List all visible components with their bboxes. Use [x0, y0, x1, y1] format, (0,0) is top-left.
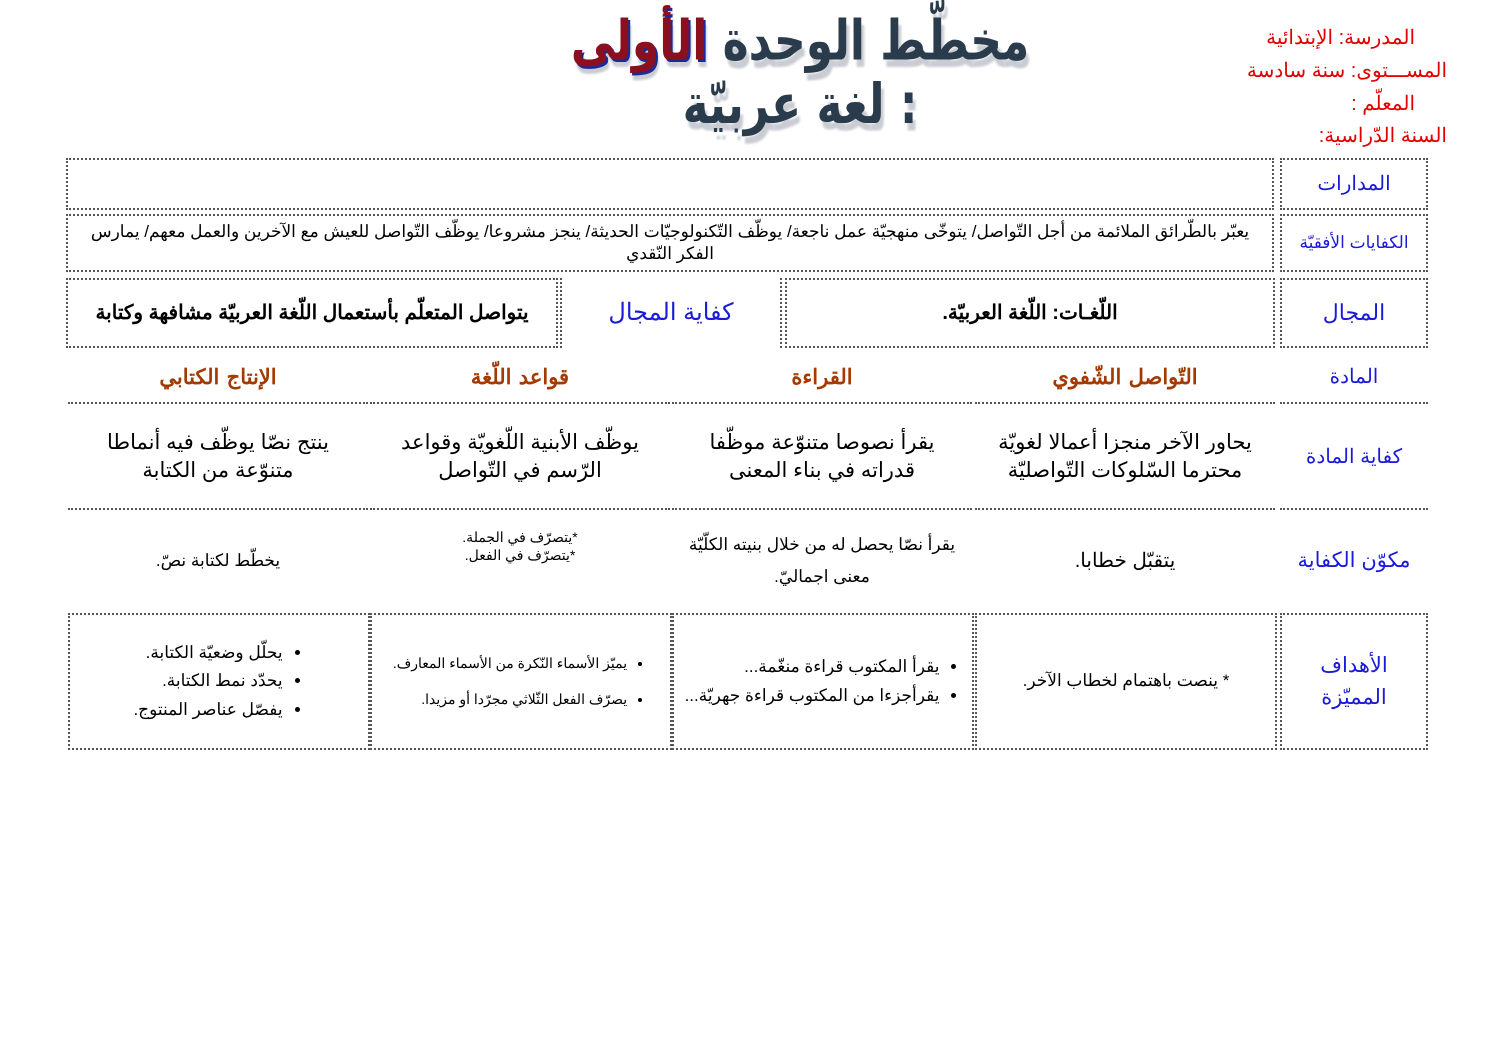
objective-item: • يميّز الأسماء النّكرة من الأسماء المعارف. [393, 649, 627, 678]
domain-competence-value: يتواصل المتعلّم بأستعمال اللّغة العربيّة مشافهة وكتابة [66, 278, 558, 348]
component-grammar-item: *يتصرّف في الفعل. [464, 547, 576, 564]
subject-writing: الإنتاج الكتابي [68, 352, 368, 404]
domain-competence-label: كفاية المجال [560, 278, 782, 348]
domain-value: اللّغـات: اللّغة العربيّة. [785, 278, 1275, 348]
component-reading: يقرأ نصّا يحصل له من خلال بنيته الكلّيّة معنى اجماليّ. [688, 534, 956, 586]
subject-grammar: قواعد اللّغة [370, 352, 670, 404]
subject-oral: التّواصل الشّفوي [975, 352, 1275, 404]
madarat-label: المدارات [1280, 158, 1428, 210]
objective-item: • يصرّف الفعل الثّلاثي مجرّدا أو مزيدا. [393, 685, 627, 714]
objectives-writing [68, 613, 370, 750]
component-grammar [370, 512, 670, 610]
subject-competence-reading: يقرأ نصوصا متنوّعة موظّفا قدراته في بناء المعنى [672, 405, 972, 510]
component-oral: يتقبّل خطابا. [1074, 550, 1176, 572]
level: المســـتوى: سنة سادسة [1246, 60, 1447, 82]
component-grammar-item: *يتصرّف في الجملة. [462, 529, 578, 545]
transversal-value: يعبّر بالطّرائق الملائمة من أجل التّواصل/ يتوخّى منهجيّة عمل ناجعة/ يوظّف التّكنولوجيّات الحديثة/ ينجز مشروعا/ يوظّف التّواصل للعيش مع الآخرين والعمل معهم/ يمارس الفكر النّقدي [66, 214, 1274, 272]
objectives-grammar [370, 613, 672, 750]
subject-competence-label: كفاية المادة [1280, 405, 1428, 510]
objective-item: • يحلّل وضعيّة الكتابة. [133, 642, 282, 664]
teacher: المعلّم : [1351, 93, 1415, 115]
school-year: السنة الدّراسية: [1318, 125, 1447, 147]
objective-item: • يقرأ المكتوب قراءة منغّمة... [685, 656, 940, 678]
component-label: مكوّن الكفاية [1297, 549, 1411, 573]
subject-competence-oral: يحاور الآخر منجزا أعمالا لغويّة محترما السّلوكات التّواصليّة [975, 405, 1275, 510]
objective-item: • يحدّد نمط الكتابة. [133, 670, 282, 692]
page-title: مخطّط الوحدة الأولى : لغة عربيّة [570, 9, 1030, 137]
subject-label: المادة [1280, 352, 1428, 404]
objectives-label: الأهداف المميّزة [1280, 613, 1428, 750]
subject-reading: القراءة [672, 352, 972, 404]
objective-item: • يقرأجزءا من المكتوب قراءة جهريّة... [685, 685, 940, 707]
objectives-reading [672, 613, 974, 750]
subject-competence-grammar: يوظّف الأبنية اللّغويّة وقواعد الرّسم في التّواصل [370, 405, 670, 510]
objective-item: • يفصّل عناصر المنتوج. [133, 699, 282, 721]
component-writing: يخطّط لكتابة نصّ. [155, 550, 281, 570]
subject-competence-writing: ينتج نصّا يوظّف فيه أنماطا متنوّعة من الكتابة [68, 405, 368, 510]
transversal-label: الكفايات الأفقيّة [1280, 214, 1428, 272]
domain-label: المجال [1280, 278, 1428, 348]
madarat-value [66, 158, 1274, 210]
objectives-oral: * ينصت باهتمام لخطاب الآخر. [975, 613, 1277, 750]
school: المدرسة: الإبتدائية [1266, 27, 1415, 49]
